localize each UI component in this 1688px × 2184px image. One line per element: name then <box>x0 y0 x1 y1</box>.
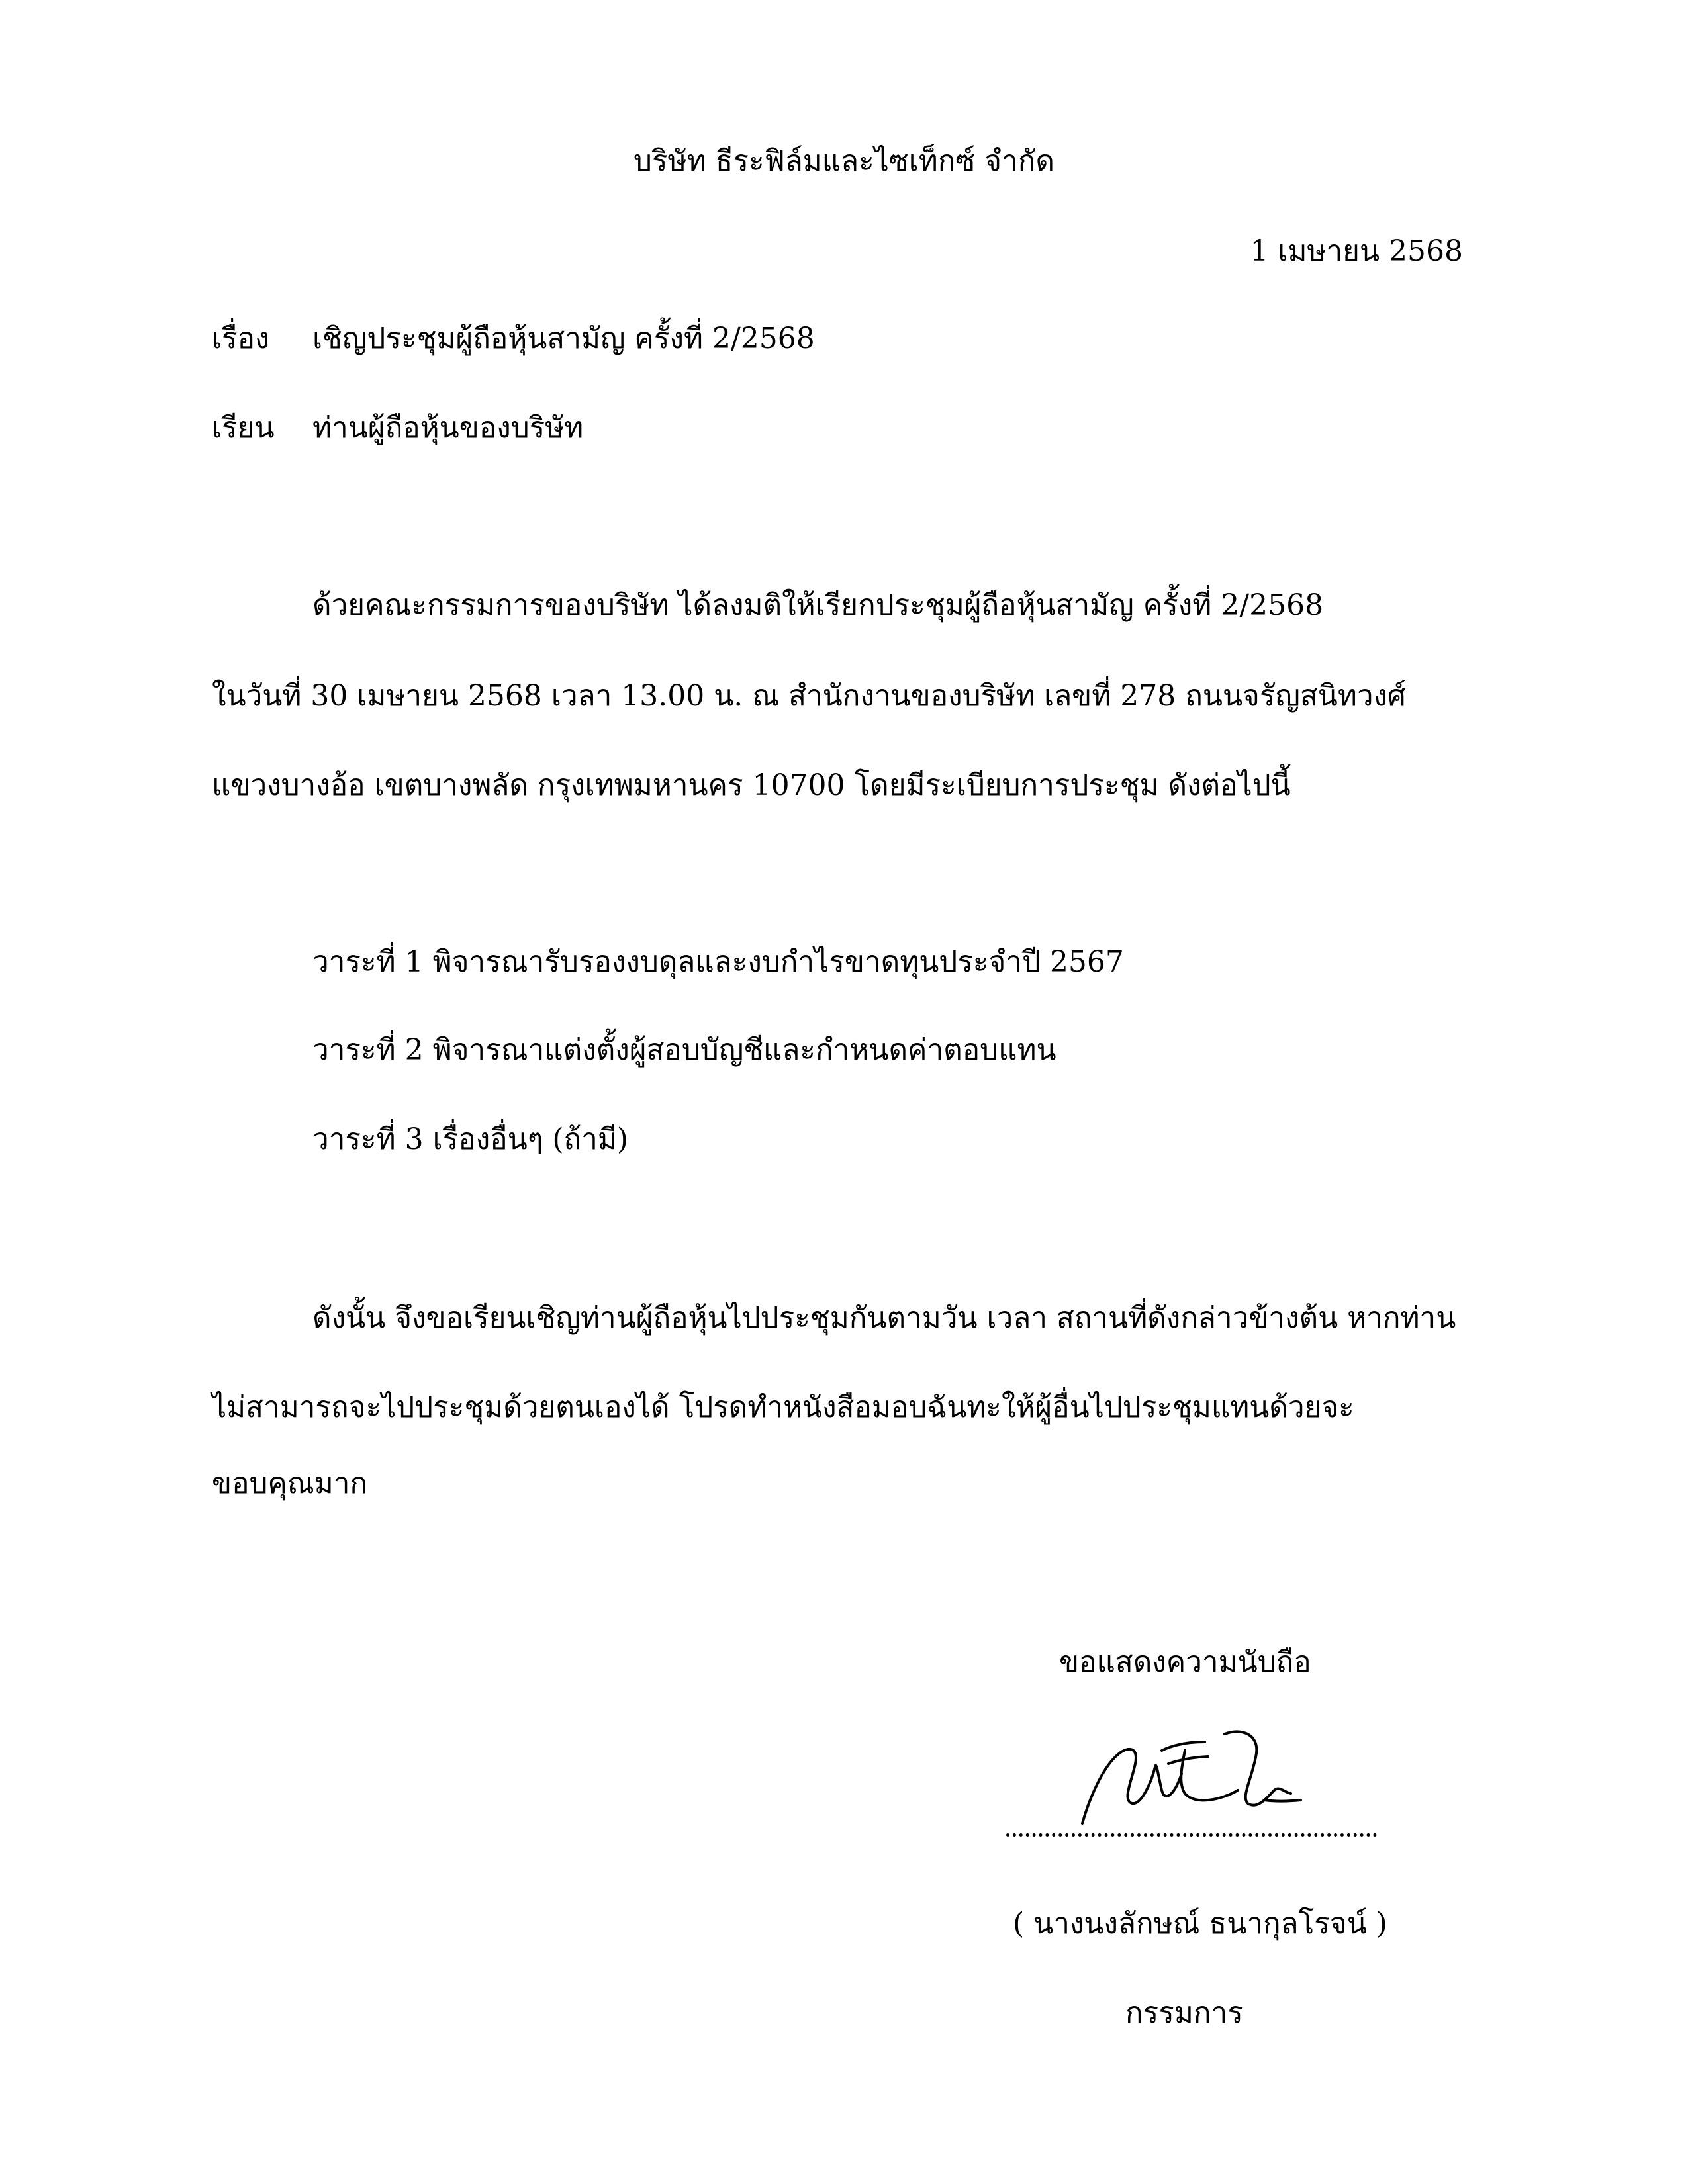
subject-text: เชิญประชุมผู้ถือหุ้นสามัญ ครั้งที่ 2/2568 <box>312 322 815 355</box>
recipient-label: เรียน <box>212 411 275 445</box>
paragraph1-line: ด้วยคณะกรรมการของบริษัท ได้ลงมติให้เรียกประชุมผู้ถือหุ้นสามัญ ครั้งที่ 2/2568 <box>312 588 1324 622</box>
subject-label: เรื่อง <box>212 322 269 355</box>
signature-image <box>1069 1727 1347 1827</box>
signer-title: กรรมการ <box>1125 1996 1243 2030</box>
company-name: บริษัท ธีระฟิล์มและไซเท็กซ์ จำกัด <box>633 144 1055 178</box>
closing-phrase: ขอแสดงความนับถือ <box>1059 1645 1311 1679</box>
paragraph1-line: ในวันที่ 30 เมษายน 2568 เวลา 13.00 น. ณ สำนักงานของบริษัท เลขที่ 278 ถนนจรัญสนิทวงศ์ <box>212 679 1406 713</box>
paragraph2-line: ไม่สามารถจะไปประชุมด้วยตนเองได้ โปรดทำหนังสือมอบฉันทะให้ผู้อื่นไปประชุมแทนด้วยจะ <box>212 1390 1354 1424</box>
agenda-item: วาระที่ 3 เรื่องอื่นๆ (ถ้ามี) <box>312 1122 629 1156</box>
agenda-item: วาระที่ 2 พิจารณาแต่งตั้งผู้สอบบัญชีและกำหนดค่าตอบแทน <box>312 1033 1056 1067</box>
paragraph2-line: ดังนั้น จึงขอเรียนเชิญท่านผู้ถือหุ้นไปประชุมกันตามวัน เวลา สถานที่ดังกล่าวข้างต้น หากท่าน <box>312 1301 1456 1335</box>
paragraph1-line: แขวงบางอ้อ เขตบางพลัด กรุงเทพมหานคร 10700 โดยมีระเบียบการประชุม ดังต่อไปนี้ <box>212 768 1291 802</box>
agenda-item: วาระที่ 1 พิจารณารับรองงบดุลและงบกำไรขาดทุนประจำปี 2567 <box>312 945 1124 979</box>
signer-name: ( นางนงลักษณ์ ธนากุลโรจน์ ) <box>1013 1907 1387 1940</box>
paragraph2-line: ขอบคุณมาก <box>212 1467 368 1500</box>
letter-date: 1 เมษายน 2568 <box>1250 234 1463 268</box>
recipient-text: ท่านผู้ถือหุ้นของบริษัท <box>312 411 584 445</box>
signature-line <box>1006 1833 1377 1837</box>
